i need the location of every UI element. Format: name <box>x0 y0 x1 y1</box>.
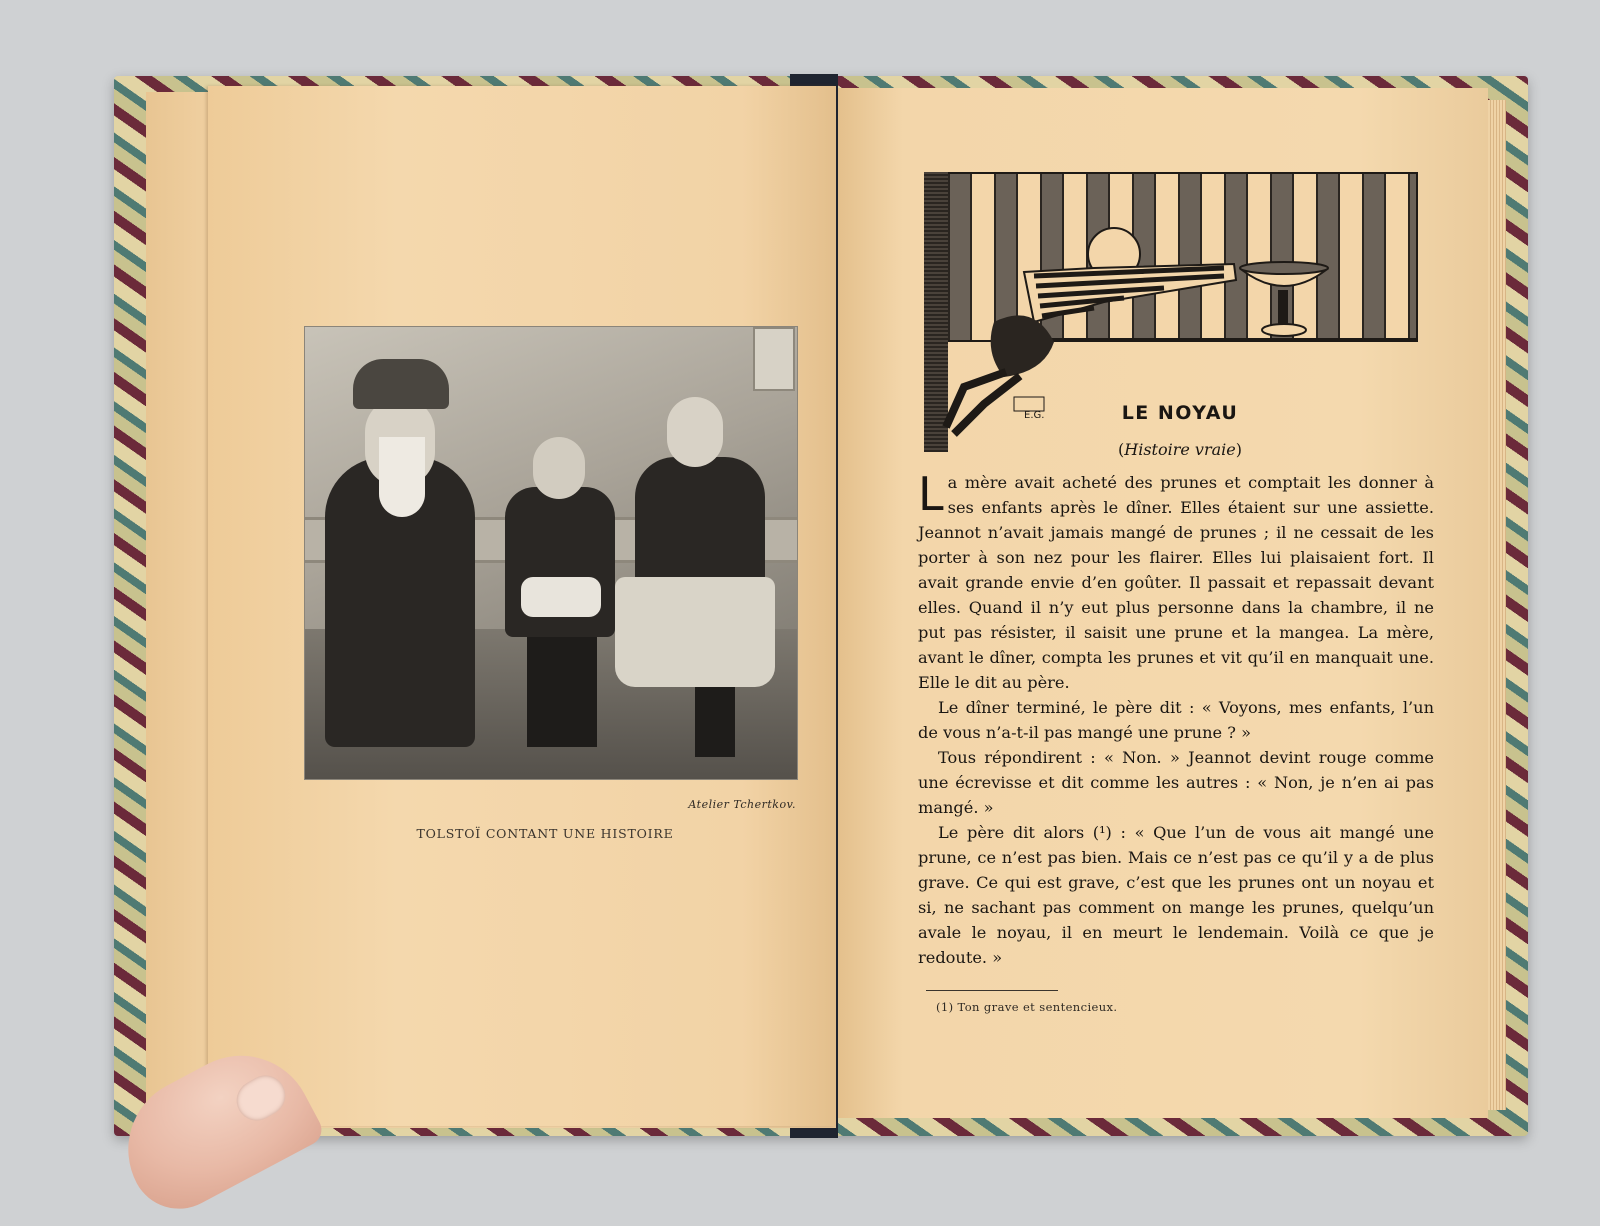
story-text <box>918 467 1434 970</box>
girl-head <box>667 397 723 467</box>
girl-legs <box>695 677 735 757</box>
boy-head <box>533 437 585 499</box>
photo-caption: TOLSTOÏ CONTANT UNE HISTOIRE <box>416 826 674 841</box>
story-subtitle: (Histoire vraie) <box>1118 440 1242 459</box>
paragraph-3: Tous répondirent : « Non. » Jeannot devint rouge comme une écrevisse et dit comme les autres : « Non, je n’en ai pas mangé. » <box>918 748 1434 817</box>
old-man-hat <box>353 359 449 409</box>
page-edges <box>1488 100 1506 1110</box>
old-man-beard <box>379 437 425 517</box>
boy-shorts <box>521 577 601 617</box>
footnote: (1) Ton grave et sentencieux. <box>936 1000 1118 1014</box>
paragraph-2: Le dîner terminé, le père dit : « Voyons, mes enfants, l’un de vous n’a-t-il pas mangé une prune ? » <box>918 698 1434 742</box>
illustration-signature: E.G. <box>1024 410 1045 421</box>
tolstoy-photograph <box>304 326 798 780</box>
paragraph-4: Le père dit alors (¹) : « Que l’un de vous ait mangé une prune, ce n’est pas bien. Mais ce n’est pas ce qu’il y a de plus grave. Ce qui est grave, c’est que les prunes ont un noyau et si, ne sachant pas comment on mange les prunes, quelqu’un avale le noyau, il en meurt le lendemain. Voilà ce que je redoute. » <box>918 823 1434 967</box>
footnote-divider <box>926 990 1058 991</box>
girl-skirt <box>615 577 775 687</box>
photo-credit: Atelier Tchertkov. <box>688 798 796 811</box>
story-title: LE NOYAU <box>1121 402 1239 424</box>
paragraph-1: La mère avait acheté des prunes et comptait les donner à ses enfants après le dîner. Elles étaient sur une assiette. Jeannot n’avait jamais mangé de prunes ; il ne cessait de les porter à son nez pour les flairer. Elles lui plaisaient fort. Il avait grande envie d’en goûter. Il passait et repassait devant elles. Quand il n’y eut plus personne dans la chambre, il ne put pas résister, il saisit une prune et la mangea. La mère, avant le dîner, compta les prunes et vit qu’il en manquait une. Elle le dit au père. <box>918 467 1434 692</box>
drop-cap: L <box>918 467 944 521</box>
photo-window <box>753 327 795 391</box>
